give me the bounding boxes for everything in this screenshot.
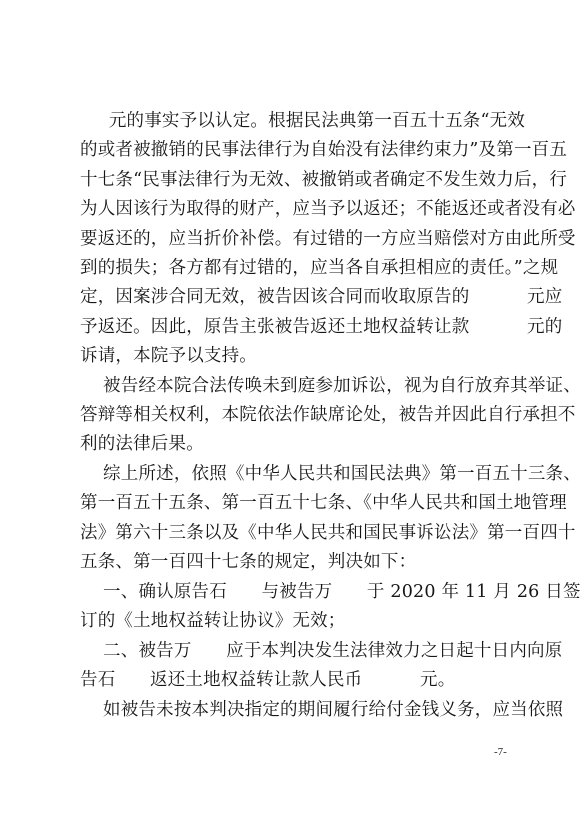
text-line: 被告经本院合法传唤未到庭参加诉讼，视为自行放弃其举证、 xyxy=(80,376,581,396)
text-line: 予返还。因此，原告主张被告返还土地权益转让款 元的 xyxy=(80,317,563,337)
text-line: 二、被告万 应于本判决发生法律效力之日起十日内向原 xyxy=(80,641,563,661)
text-line: 答辩等相关权利，本院依法作缺席论处，被告并因此自行承担不 xyxy=(80,405,576,425)
text-line: 十七条“民事法律行为无效、被撤销或者确定不发生效力后，行 xyxy=(80,170,568,190)
text-line: 如被告未按本判决指定的期间履行给付金钱义务，应当依照 xyxy=(80,700,564,720)
text-line: 为人因该行为取得的财产，应当予以返还；不能返还或者没有必 xyxy=(80,199,576,219)
text-line: 一、确认原告石 与被告万 于 2020 年 11 月 26 日签 xyxy=(80,582,581,602)
text-line: 诉请，本院予以支持。 xyxy=(80,346,257,366)
text-line: 定，因案涉合同无效，被告因该合同而收取原告的 元应 xyxy=(80,287,563,307)
text-line: 要返还的，应当折价补偿。有过错的一方应当赔偿对方由此所受 xyxy=(80,229,576,249)
text-line: 到的损失；各方都有过错的，应当各自承担相应的责任。”之规 xyxy=(80,258,559,278)
text-line: 的或者被撤销的民事法律行为自始没有法律约束力”及第一百五 xyxy=(80,140,568,160)
text-line: 五条、第一百四十七条的规定，判决如下： xyxy=(80,552,417,572)
text-line: 元的事实予以认定。根据民法典第一百五十五条“无效 xyxy=(80,111,526,131)
text-line: 订的《土地权益转让协议》无效； xyxy=(80,611,346,631)
text-line: 告石 返还土地权益转让款人民币 元。 xyxy=(80,670,456,690)
text-line: 综上所述，依照《中华人民共和国民法典》第一百五十三条、 xyxy=(80,464,581,484)
page-number: -7- xyxy=(494,746,507,758)
text-line: 第一百五十五条、第一百五十七条、《中华人民共和国土地管理 xyxy=(80,493,567,513)
text-line: 利的法律后果。 xyxy=(80,434,204,454)
text-line: 法》第六十三条以及《中华人民共和国民事诉讼法》第一百四十 xyxy=(80,523,576,543)
